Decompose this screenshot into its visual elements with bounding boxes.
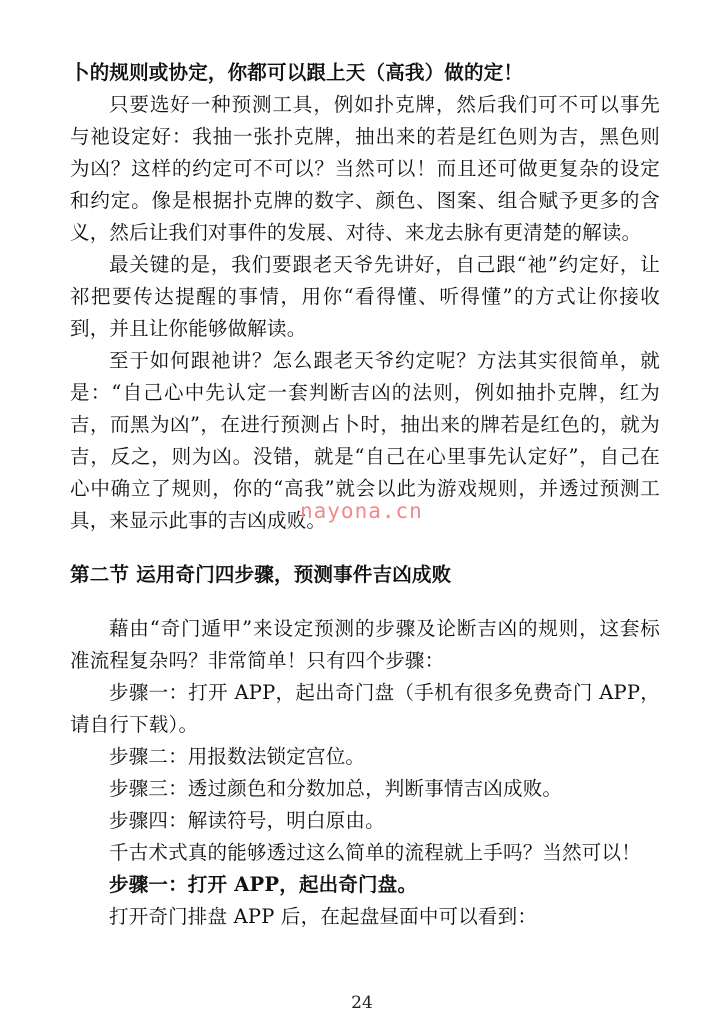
body-paragraph: 打开奇门排盘 APP 后，在起盘昼面中可以看到： — [109, 905, 538, 928]
body-paragraph: 只要选好一种预测工具，例如扑克牌，然后我们可不可以事先与祂设定好：我抽一张扑克牌，抽出来的若是红色则为吉，黑色则为凶？这样的约定可不可以？当然可以！而且还可做更复杂的设定和约定。像是根据扑克牌的数字、颜色、图案、组合赋予更多的含义，然后让我们对事件的发展、对待、来龙去脉有更清楚的解读。 — [70, 93, 660, 244]
body-paragraph: 至于如何跟祂讲？怎么跟老天爷约定呢？方法其实很简单，就是：“自己心中先认定一套判断吉凶的法则，例如抽扑克牌，红为吉，而黑为凶”，在进行预测占卜时，抽出来的牌若是红色的，就为吉，反之，则为凶。没错，就是“自己在心里事先认定好”，自己在心中确立了规则，你的“高我”就会以此为游戏规则，并透过预测工具，来显示此事的吉凶成败。 — [70, 349, 660, 532]
page-number: 24 — [351, 993, 373, 1013]
step-item: 步骤二：用报数法锁定宫位。 — [109, 745, 366, 768]
continued-line: 卜的规则或协定，你都可以跟上天（高我）做的定！ — [70, 61, 524, 84]
section-heading: 第二节 运用奇门四步骤，预测事件吉凶成败 — [70, 563, 452, 586]
step-item: 步骤四：解读符号，明白原由。 — [109, 809, 385, 832]
body-paragraph: 藉由“奇门遁甲”来设定预测的步骤及论断吉凶的规则，这套标准流程复杂吗？非常简单！只有四个步骤： — [70, 617, 660, 672]
body-paragraph: 千古术式真的能够透过这么简单的流程就上手吗？当然可以！ — [109, 841, 641, 864]
body-paragraph: 最关键的是，我们要跟老天爷先讲好，自己跟“祂”约定好，让祁把要传达提醒的事情，用你“看得懂、听得懂”的方式让你接收到，并且让你能够做解读。 — [70, 253, 660, 340]
watermark-text: nayona.cn — [300, 499, 423, 523]
step-item: 步骤三：透过颜色和分数加总，判断事情吉凶成败。 — [109, 777, 563, 800]
step-item: 步骤一：打开 APP，起出奇门盘（手机有很多免费奇门 APP，请自行下载）。 — [70, 681, 660, 736]
page-content — [70, 57, 660, 933]
step-heading: 步骤一：打开 APP，起出奇门盘。 — [109, 873, 418, 896]
